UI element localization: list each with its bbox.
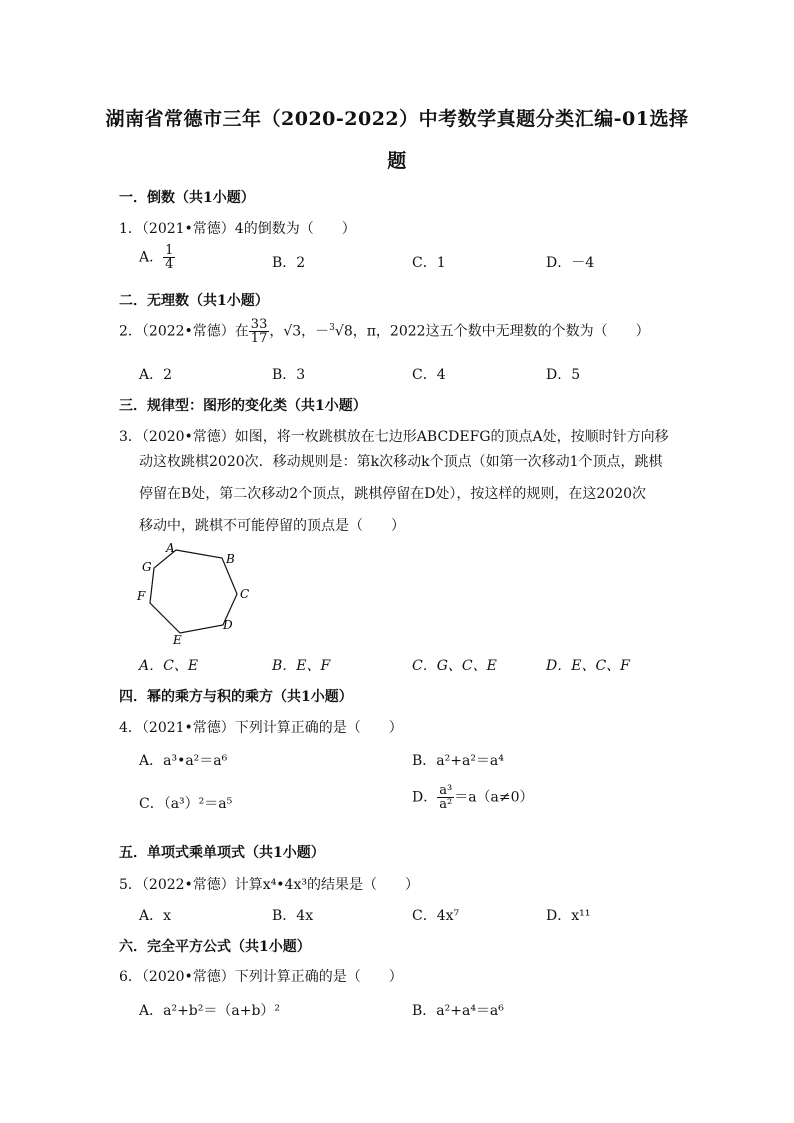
- question-4-stem: 4．（2021•常德）下列计算正确的是（ ）: [119, 720, 403, 736]
- section-heading-5: 五．单项式乘单项式（共1小题）: [119, 845, 325, 861]
- question-2-option-c: C．4: [412, 367, 446, 383]
- document-title-line2: 题: [387, 150, 407, 172]
- question-3-body: [139, 446, 679, 542]
- question-6-option-b: B．a²+a⁴＝a⁶: [412, 1003, 504, 1019]
- question-4-option-c: C．（a³）²＝a⁵: [139, 796, 233, 812]
- vertex-label-f: F: [137, 589, 146, 603]
- heptagon-figure: [130, 538, 260, 648]
- section-heading-6: 六．完全平方公式（共1小题）: [119, 939, 311, 955]
- fraction-a3-over-a2: $\frac{\text{a³}}{\text{a²}}$: [439, 783, 453, 812]
- question-3-line4: 移动中，跳棋不可能停留的顶点是（ ）: [139, 518, 405, 534]
- question-2-option-a: A．2: [139, 367, 173, 383]
- question-3-option-d: D．E、C、F: [546, 658, 630, 674]
- question-3-option-b: B．E、F: [272, 658, 331, 674]
- question-6-option-a: A．a²+b²＝（a+b）²: [139, 1003, 281, 1019]
- section-heading-1: 一．倒数（共1小题）: [119, 190, 255, 206]
- question-3-line1: 3．（2020•常德）如图，将一枚跳棋放在七边形ABCDEFG的顶点A处，按顺时针方向移: [119, 429, 669, 445]
- section-heading-3: 三．规律型：图形的变化类（共1小题）: [119, 398, 367, 414]
- document-title-line1: 湖南省常德市三年（2020-2022）中考数学真题分类汇编-01选择: [105, 108, 689, 130]
- fraction-33-over-17: $\frac{33}{17}$: [250, 317, 268, 346]
- section-heading-2: 二．无理数（共1小题）: [119, 293, 269, 309]
- question-1-option-c: C．1: [412, 255, 446, 271]
- section-heading-4: 四．幂的乘方与积的乘方（共1小题）: [119, 689, 353, 705]
- vertex-label-a: A: [166, 541, 175, 555]
- question-4-option-b: B．a²+a²＝a⁴: [412, 753, 504, 769]
- question-5-option-d: D．x¹¹: [546, 908, 591, 924]
- question-1-option-a: A． $\frac{1}{4}$: [139, 243, 174, 272]
- question-3-line2: 动这枚跳棋2020次．移动规则是：第k次移动k个顶点（如第一次移动1个顶点，跳棋: [139, 454, 663, 470]
- question-5-option-a: A．x: [139, 908, 172, 924]
- question-1-stem: 1．（2021•常德）4的倒数为（ ）: [119, 221, 356, 237]
- question-2-option-b: B．3: [272, 367, 306, 383]
- vertex-label-e: E: [173, 633, 182, 647]
- question-1-option-d: D．－4: [546, 255, 595, 271]
- vertex-label-d: D: [223, 618, 233, 632]
- question-6-stem: 6．（2020•常德）下列计算正确的是（ ）: [119, 969, 403, 985]
- vertex-label-g: G: [142, 560, 152, 574]
- question-4-option-d: D． $\frac{\text{a³}}{\text{a²}}$ ＝a（a≠0）: [412, 783, 534, 812]
- question-5-stem: 5．（2022•常德）计算x⁴•4x³的结果是（ ）: [119, 877, 419, 893]
- question-3-option-c: C．G、C、E: [412, 658, 497, 674]
- fraction-one-quarter: $\frac{1}{4}$: [165, 243, 174, 272]
- vertex-label-c: C: [240, 587, 250, 601]
- question-1-option-b: B．2: [272, 255, 306, 271]
- question-2-stem: 2．（2022•常德）在 $\frac{33}{17}$ ，√3，－$^3$√8，π，2022这五个数中无理数的个数为（ ）: [119, 317, 650, 346]
- question-2-option-d: D．5: [546, 367, 581, 383]
- vertex-label-b: B: [226, 552, 235, 566]
- question-3-line3: 停留在B处，第二次移动2个顶点，跳棋停留在D处），按这样的规则，在这2020次: [139, 486, 647, 502]
- question-5-option-c: C．4x⁷: [412, 908, 460, 924]
- question-3-option-a: A．C、E: [139, 658, 199, 674]
- question-4-option-a: A．a³•a²＝a⁶: [139, 753, 228, 769]
- question-5-option-b: B．4x: [272, 908, 314, 924]
